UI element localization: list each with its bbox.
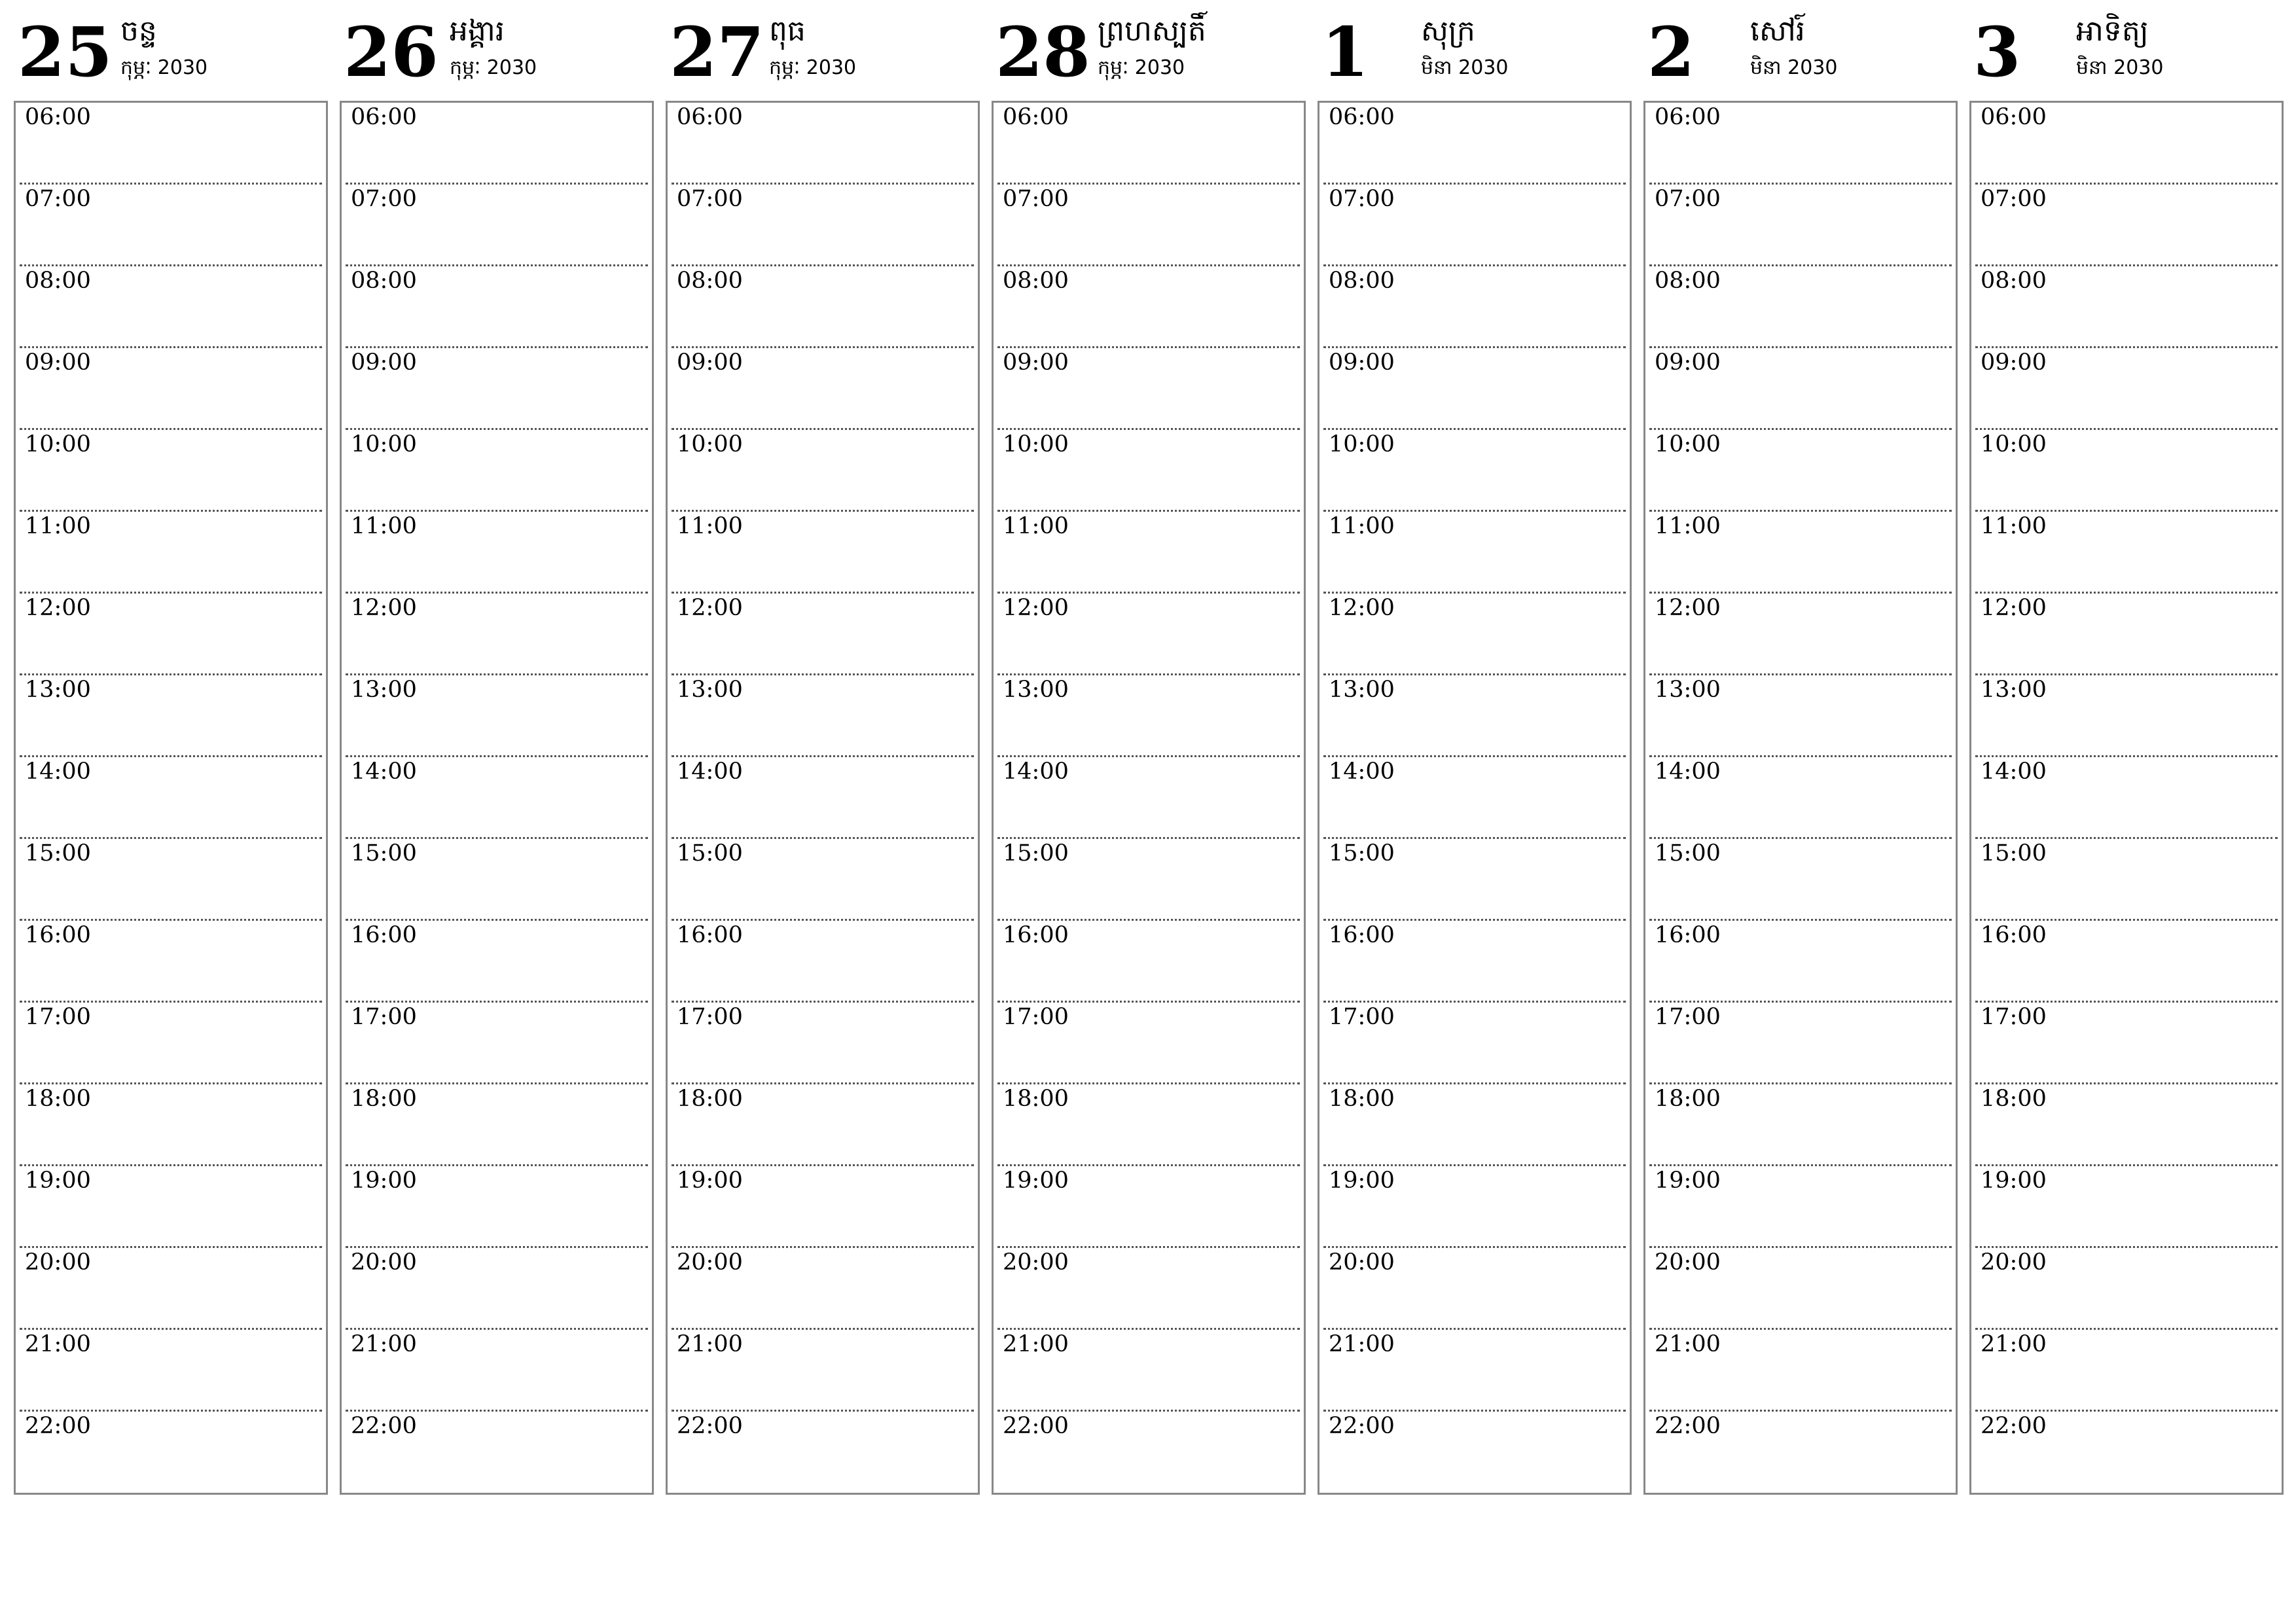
hour-label: 07:00 xyxy=(1003,186,1069,212)
hour-label: 16:00 xyxy=(677,922,743,948)
month-year: កុម្ភៈ 2030 xyxy=(1098,56,1185,79)
hour-label: 07:00 xyxy=(25,186,91,212)
hour-label: 10:00 xyxy=(677,431,743,457)
hour-label: 11:00 xyxy=(1003,513,1069,539)
hour-label: 08:00 xyxy=(1329,268,1395,294)
hour-slot xyxy=(346,1330,648,1412)
hour-label: 19:00 xyxy=(351,1168,417,1194)
hour-slot xyxy=(20,839,322,921)
hour-label: 08:00 xyxy=(25,268,91,294)
hour-label: 22:00 xyxy=(677,1413,743,1439)
weekday-name: សុក្រ xyxy=(1421,14,1475,48)
hour-slot xyxy=(672,1003,974,1084)
month-year: មិនា 2030 xyxy=(2076,56,2164,79)
hour-label: 19:00 xyxy=(25,1168,91,1194)
hour-label: 22:00 xyxy=(25,1413,91,1439)
hour-slot xyxy=(997,757,1300,839)
hour-slot xyxy=(997,839,1300,921)
hour-label: 21:00 xyxy=(25,1331,91,1357)
hour-label: 12:00 xyxy=(1655,595,1721,621)
hour-label: 13:00 xyxy=(351,677,417,703)
hour-slot xyxy=(1323,348,1626,430)
day-header xyxy=(14,0,327,98)
day-number: 26 xyxy=(344,12,439,92)
hour-label: 22:00 xyxy=(1329,1413,1395,1439)
hour-slot xyxy=(20,512,322,594)
hour-slot xyxy=(346,512,648,594)
day-header xyxy=(1318,0,1630,98)
hour-label: 06:00 xyxy=(1981,104,2047,130)
hour-slot xyxy=(1975,1248,2278,1330)
hour-label: 17:00 xyxy=(1003,1004,1069,1030)
hour-slot xyxy=(1323,594,1626,675)
hour-slot xyxy=(1975,430,2278,512)
hour-label: 06:00 xyxy=(25,104,91,130)
hour-slot xyxy=(1323,675,1626,757)
hour-slot xyxy=(672,1084,974,1166)
hour-label: 09:00 xyxy=(25,349,91,376)
hour-slot xyxy=(20,594,322,675)
hour-label: 14:00 xyxy=(25,758,91,785)
day-schedule-box xyxy=(1969,101,2284,1495)
hour-label: 08:00 xyxy=(351,268,417,294)
hour-slot xyxy=(1649,921,1952,1003)
hour-slot xyxy=(20,1248,322,1330)
hour-label: 13:00 xyxy=(677,677,743,703)
hour-slot xyxy=(1975,921,2278,1003)
hour-slot xyxy=(672,1248,974,1330)
hour-slot xyxy=(1323,266,1626,348)
hour-slot xyxy=(346,1248,648,1330)
hour-slot xyxy=(997,675,1300,757)
hour-label: 18:00 xyxy=(351,1086,417,1112)
hour-slot xyxy=(1975,675,2278,757)
day-number: 2 xyxy=(1647,12,1695,92)
hour-slot xyxy=(1323,921,1626,1003)
hour-label: 18:00 xyxy=(25,1086,91,1112)
hour-slot xyxy=(1975,103,2278,185)
hour-slot xyxy=(20,1412,322,1493)
hour-slot xyxy=(997,348,1300,430)
month-year: មិនា 2030 xyxy=(1421,56,1509,79)
hour-slot xyxy=(1323,1166,1626,1248)
hour-label: 14:00 xyxy=(1981,758,2047,785)
hour-label: 14:00 xyxy=(677,758,743,785)
day-schedule-box xyxy=(14,101,328,1495)
hour-label: 11:00 xyxy=(677,513,743,539)
hour-slot xyxy=(1323,103,1626,185)
hour-label: 10:00 xyxy=(25,431,91,457)
hour-label: 16:00 xyxy=(1981,922,2047,948)
hour-label: 09:00 xyxy=(1981,349,2047,376)
hour-slot xyxy=(997,1248,1300,1330)
day-schedule-box xyxy=(666,101,980,1495)
hour-label: 20:00 xyxy=(1981,1249,2047,1275)
hour-label: 21:00 xyxy=(1003,1331,1069,1357)
hour-slot xyxy=(1649,512,1952,594)
hour-label: 19:00 xyxy=(1655,1168,1721,1194)
hour-slot xyxy=(20,103,322,185)
hour-slot xyxy=(1975,185,2278,266)
hour-label: 20:00 xyxy=(1329,1249,1395,1275)
hour-slot xyxy=(1975,839,2278,921)
hour-label: 22:00 xyxy=(1981,1413,2047,1439)
hour-label: 07:00 xyxy=(351,186,417,212)
weekday-name: ពុធ xyxy=(769,14,806,48)
hour-slot xyxy=(997,594,1300,675)
hour-slot xyxy=(20,1084,322,1166)
hour-slot xyxy=(346,103,648,185)
hour-slot xyxy=(997,1412,1300,1493)
hour-label: 07:00 xyxy=(1329,186,1395,212)
hour-label: 20:00 xyxy=(677,1249,743,1275)
hour-slot xyxy=(997,266,1300,348)
hour-slot xyxy=(20,1330,322,1412)
hour-label: 06:00 xyxy=(1003,104,1069,130)
hour-slot xyxy=(20,348,322,430)
hour-label: 08:00 xyxy=(677,268,743,294)
hour-slot xyxy=(997,1330,1300,1412)
hour-label: 12:00 xyxy=(1981,595,2047,621)
hour-slot xyxy=(1649,1248,1952,1330)
hour-slot xyxy=(672,1412,974,1493)
hour-label: 09:00 xyxy=(1655,349,1721,376)
hour-slot xyxy=(672,430,974,512)
day-schedule-box xyxy=(992,101,1306,1495)
hour-label: 22:00 xyxy=(1655,1413,1721,1439)
day-number: 25 xyxy=(18,12,113,92)
hour-slot xyxy=(997,1166,1300,1248)
day-schedule-box xyxy=(340,101,654,1495)
hour-label: 18:00 xyxy=(677,1086,743,1112)
hour-label: 08:00 xyxy=(1655,268,1721,294)
hour-label: 10:00 xyxy=(1003,431,1069,457)
hour-label: 15:00 xyxy=(1981,840,2047,866)
day-header xyxy=(666,0,978,98)
hour-label: 12:00 xyxy=(1329,595,1395,621)
weekday-name: ចន្ទ xyxy=(120,14,157,48)
hour-label: 06:00 xyxy=(351,104,417,130)
hour-slot xyxy=(1975,594,2278,675)
hour-slot xyxy=(1323,1248,1626,1330)
hour-label: 10:00 xyxy=(1655,431,1721,457)
hour-slot xyxy=(346,430,648,512)
hour-slot xyxy=(20,921,322,1003)
hour-slot xyxy=(1649,103,1952,185)
hour-slot xyxy=(1323,839,1626,921)
hour-label: 18:00 xyxy=(1981,1086,2047,1112)
hour-slot xyxy=(1649,1003,1952,1084)
hour-label: 12:00 xyxy=(1003,595,1069,621)
hour-label: 18:00 xyxy=(1655,1086,1721,1112)
hour-slot xyxy=(346,1003,648,1084)
hour-label: 09:00 xyxy=(1003,349,1069,376)
hour-label: 14:00 xyxy=(1329,758,1395,785)
hour-slot xyxy=(1649,1166,1952,1248)
hour-slot xyxy=(20,675,322,757)
hour-slot xyxy=(20,757,322,839)
hour-slot xyxy=(672,757,974,839)
hour-slot xyxy=(20,430,322,512)
weekday-name: អាទិត្យ xyxy=(2076,14,2149,48)
month-year: កុម្ភៈ 2030 xyxy=(450,56,537,79)
hour-slot xyxy=(672,266,974,348)
hour-slot xyxy=(997,921,1300,1003)
hour-slot xyxy=(346,675,648,757)
hour-slot xyxy=(672,675,974,757)
hour-label: 21:00 xyxy=(1655,1331,1721,1357)
hour-slot xyxy=(997,1003,1300,1084)
month-year: មិនា 2030 xyxy=(1750,56,1838,79)
hour-label: 10:00 xyxy=(1981,431,2047,457)
hour-label: 11:00 xyxy=(1329,513,1395,539)
hour-slot xyxy=(672,512,974,594)
hour-slot xyxy=(1323,1412,1626,1493)
hour-label: 19:00 xyxy=(677,1168,743,1194)
day-number: 27 xyxy=(670,12,764,92)
hour-slot xyxy=(1323,1330,1626,1412)
hour-slot xyxy=(672,1330,974,1412)
hour-label: 17:00 xyxy=(1981,1004,2047,1030)
hour-slot xyxy=(672,348,974,430)
hour-slot xyxy=(346,757,648,839)
hour-label: 13:00 xyxy=(25,677,91,703)
hour-label: 12:00 xyxy=(25,595,91,621)
day-number: 28 xyxy=(996,12,1090,92)
hour-label: 20:00 xyxy=(351,1249,417,1275)
hour-label: 10:00 xyxy=(351,431,417,457)
hour-slot xyxy=(346,185,648,266)
hour-label: 21:00 xyxy=(1981,1331,2047,1357)
hour-label: 11:00 xyxy=(1655,513,1721,539)
hour-label: 11:00 xyxy=(351,513,417,539)
hour-label: 15:00 xyxy=(1329,840,1395,866)
weekday-name: សៅរ៍ xyxy=(1750,14,1805,48)
hour-label: 16:00 xyxy=(25,922,91,948)
hour-slot xyxy=(346,266,648,348)
hour-label: 13:00 xyxy=(1003,677,1069,703)
hour-slot xyxy=(1649,757,1952,839)
day-schedule-box xyxy=(1318,101,1632,1495)
hour-label: 16:00 xyxy=(1655,922,1721,948)
hour-slot xyxy=(997,1084,1300,1166)
hour-label: 13:00 xyxy=(1655,677,1721,703)
hour-label: 08:00 xyxy=(1981,268,2047,294)
weekday-name: ព្រហស្បតិ៍ xyxy=(1098,14,1206,48)
hour-slot xyxy=(20,185,322,266)
hour-label: 10:00 xyxy=(1329,431,1395,457)
hour-label: 09:00 xyxy=(351,349,417,376)
day-header xyxy=(1643,0,1956,98)
hour-label: 20:00 xyxy=(1003,1249,1069,1275)
hour-label: 21:00 xyxy=(351,1331,417,1357)
hour-slot xyxy=(1649,430,1952,512)
hour-slot xyxy=(997,430,1300,512)
hour-slot xyxy=(346,594,648,675)
hour-slot xyxy=(346,1084,648,1166)
hour-label: 15:00 xyxy=(1003,840,1069,866)
hour-slot xyxy=(1649,348,1952,430)
hour-label: 12:00 xyxy=(677,595,743,621)
hour-label: 17:00 xyxy=(1329,1004,1395,1030)
hour-label: 09:00 xyxy=(677,349,743,376)
hour-slot xyxy=(1323,430,1626,512)
hour-slot xyxy=(20,1003,322,1084)
hour-slot xyxy=(20,1166,322,1248)
hour-slot xyxy=(346,1412,648,1493)
day-header xyxy=(992,0,1304,98)
hour-slot xyxy=(1975,1330,2278,1412)
day-header xyxy=(340,0,653,98)
hour-label: 22:00 xyxy=(1003,1413,1069,1439)
hour-label: 07:00 xyxy=(677,186,743,212)
hour-label: 12:00 xyxy=(351,595,417,621)
hour-label: 06:00 xyxy=(1329,104,1395,130)
hour-label: 15:00 xyxy=(677,840,743,866)
hour-slot xyxy=(1323,757,1626,839)
day-header xyxy=(1969,0,2282,98)
hour-label: 14:00 xyxy=(351,758,417,785)
hour-slot xyxy=(672,921,974,1003)
hour-label: 20:00 xyxy=(25,1249,91,1275)
hour-label: 15:00 xyxy=(1655,840,1721,866)
hour-slot xyxy=(346,348,648,430)
hour-label: 19:00 xyxy=(1003,1168,1069,1194)
hour-slot xyxy=(997,185,1300,266)
month-year: កុម្ភៈ 2030 xyxy=(769,56,857,79)
hour-slot xyxy=(1975,1003,2278,1084)
hour-slot xyxy=(1975,1166,2278,1248)
hour-slot xyxy=(346,921,648,1003)
hour-slot xyxy=(672,839,974,921)
hour-label: 11:00 xyxy=(1981,513,2047,539)
hour-slot xyxy=(1975,757,2278,839)
hour-slot xyxy=(1649,266,1952,348)
hour-slot xyxy=(672,185,974,266)
hour-label: 07:00 xyxy=(1655,186,1721,212)
hour-label: 16:00 xyxy=(1003,922,1069,948)
hour-label: 06:00 xyxy=(677,104,743,130)
hour-label: 15:00 xyxy=(25,840,91,866)
hour-slot xyxy=(672,1166,974,1248)
hour-label: 16:00 xyxy=(1329,922,1395,948)
hour-label: 17:00 xyxy=(25,1004,91,1030)
day-number: 3 xyxy=(1973,12,2021,92)
hour-slot xyxy=(997,512,1300,594)
hour-slot xyxy=(1323,512,1626,594)
hour-slot xyxy=(1323,185,1626,266)
hour-slot xyxy=(672,594,974,675)
hour-slot xyxy=(1323,1003,1626,1084)
hour-label: 06:00 xyxy=(1655,104,1721,130)
hour-label: 21:00 xyxy=(677,1331,743,1357)
hour-label: 18:00 xyxy=(1003,1086,1069,1112)
hour-label: 13:00 xyxy=(1329,677,1395,703)
hour-label: 11:00 xyxy=(25,513,91,539)
hour-slot xyxy=(1649,594,1952,675)
hour-slot xyxy=(1649,675,1952,757)
day-number: 1 xyxy=(1321,12,1369,92)
hour-label: 14:00 xyxy=(1655,758,1721,785)
hour-label: 09:00 xyxy=(1329,349,1395,376)
hour-label: 15:00 xyxy=(351,840,417,866)
hour-slot xyxy=(1975,1412,2278,1493)
hour-slot xyxy=(1649,185,1952,266)
month-year: កុម្ភៈ 2030 xyxy=(120,56,208,79)
hour-label: 18:00 xyxy=(1329,1086,1395,1112)
hour-slot xyxy=(1975,348,2278,430)
hour-label: 17:00 xyxy=(1655,1004,1721,1030)
hour-label: 17:00 xyxy=(677,1004,743,1030)
hour-label: 13:00 xyxy=(1981,677,2047,703)
hour-label: 16:00 xyxy=(351,922,417,948)
hour-slot xyxy=(672,103,974,185)
hour-label: 17:00 xyxy=(351,1004,417,1030)
hour-label: 19:00 xyxy=(1329,1168,1395,1194)
hour-slot xyxy=(346,839,648,921)
hour-slot xyxy=(1975,266,2278,348)
day-schedule-box xyxy=(1643,101,1958,1495)
hour-slot xyxy=(1649,1412,1952,1493)
hour-label: 21:00 xyxy=(1329,1331,1395,1357)
hour-label: 19:00 xyxy=(1981,1168,2047,1194)
hour-slot xyxy=(1323,1084,1626,1166)
hour-label: 20:00 xyxy=(1655,1249,1721,1275)
weekday-name: អង្គារ xyxy=(450,14,505,48)
hour-slot xyxy=(346,1166,648,1248)
hour-slot xyxy=(1649,839,1952,921)
hour-slot xyxy=(1975,1084,2278,1166)
hour-slot xyxy=(1649,1330,1952,1412)
hour-label: 14:00 xyxy=(1003,758,1069,785)
hour-label: 22:00 xyxy=(351,1413,417,1439)
hour-slot xyxy=(20,266,322,348)
hour-slot xyxy=(1975,512,2278,594)
hour-label: 08:00 xyxy=(1003,268,1069,294)
hour-label: 07:00 xyxy=(1981,186,2047,212)
hour-slot xyxy=(997,103,1300,185)
hour-slot xyxy=(1649,1084,1952,1166)
